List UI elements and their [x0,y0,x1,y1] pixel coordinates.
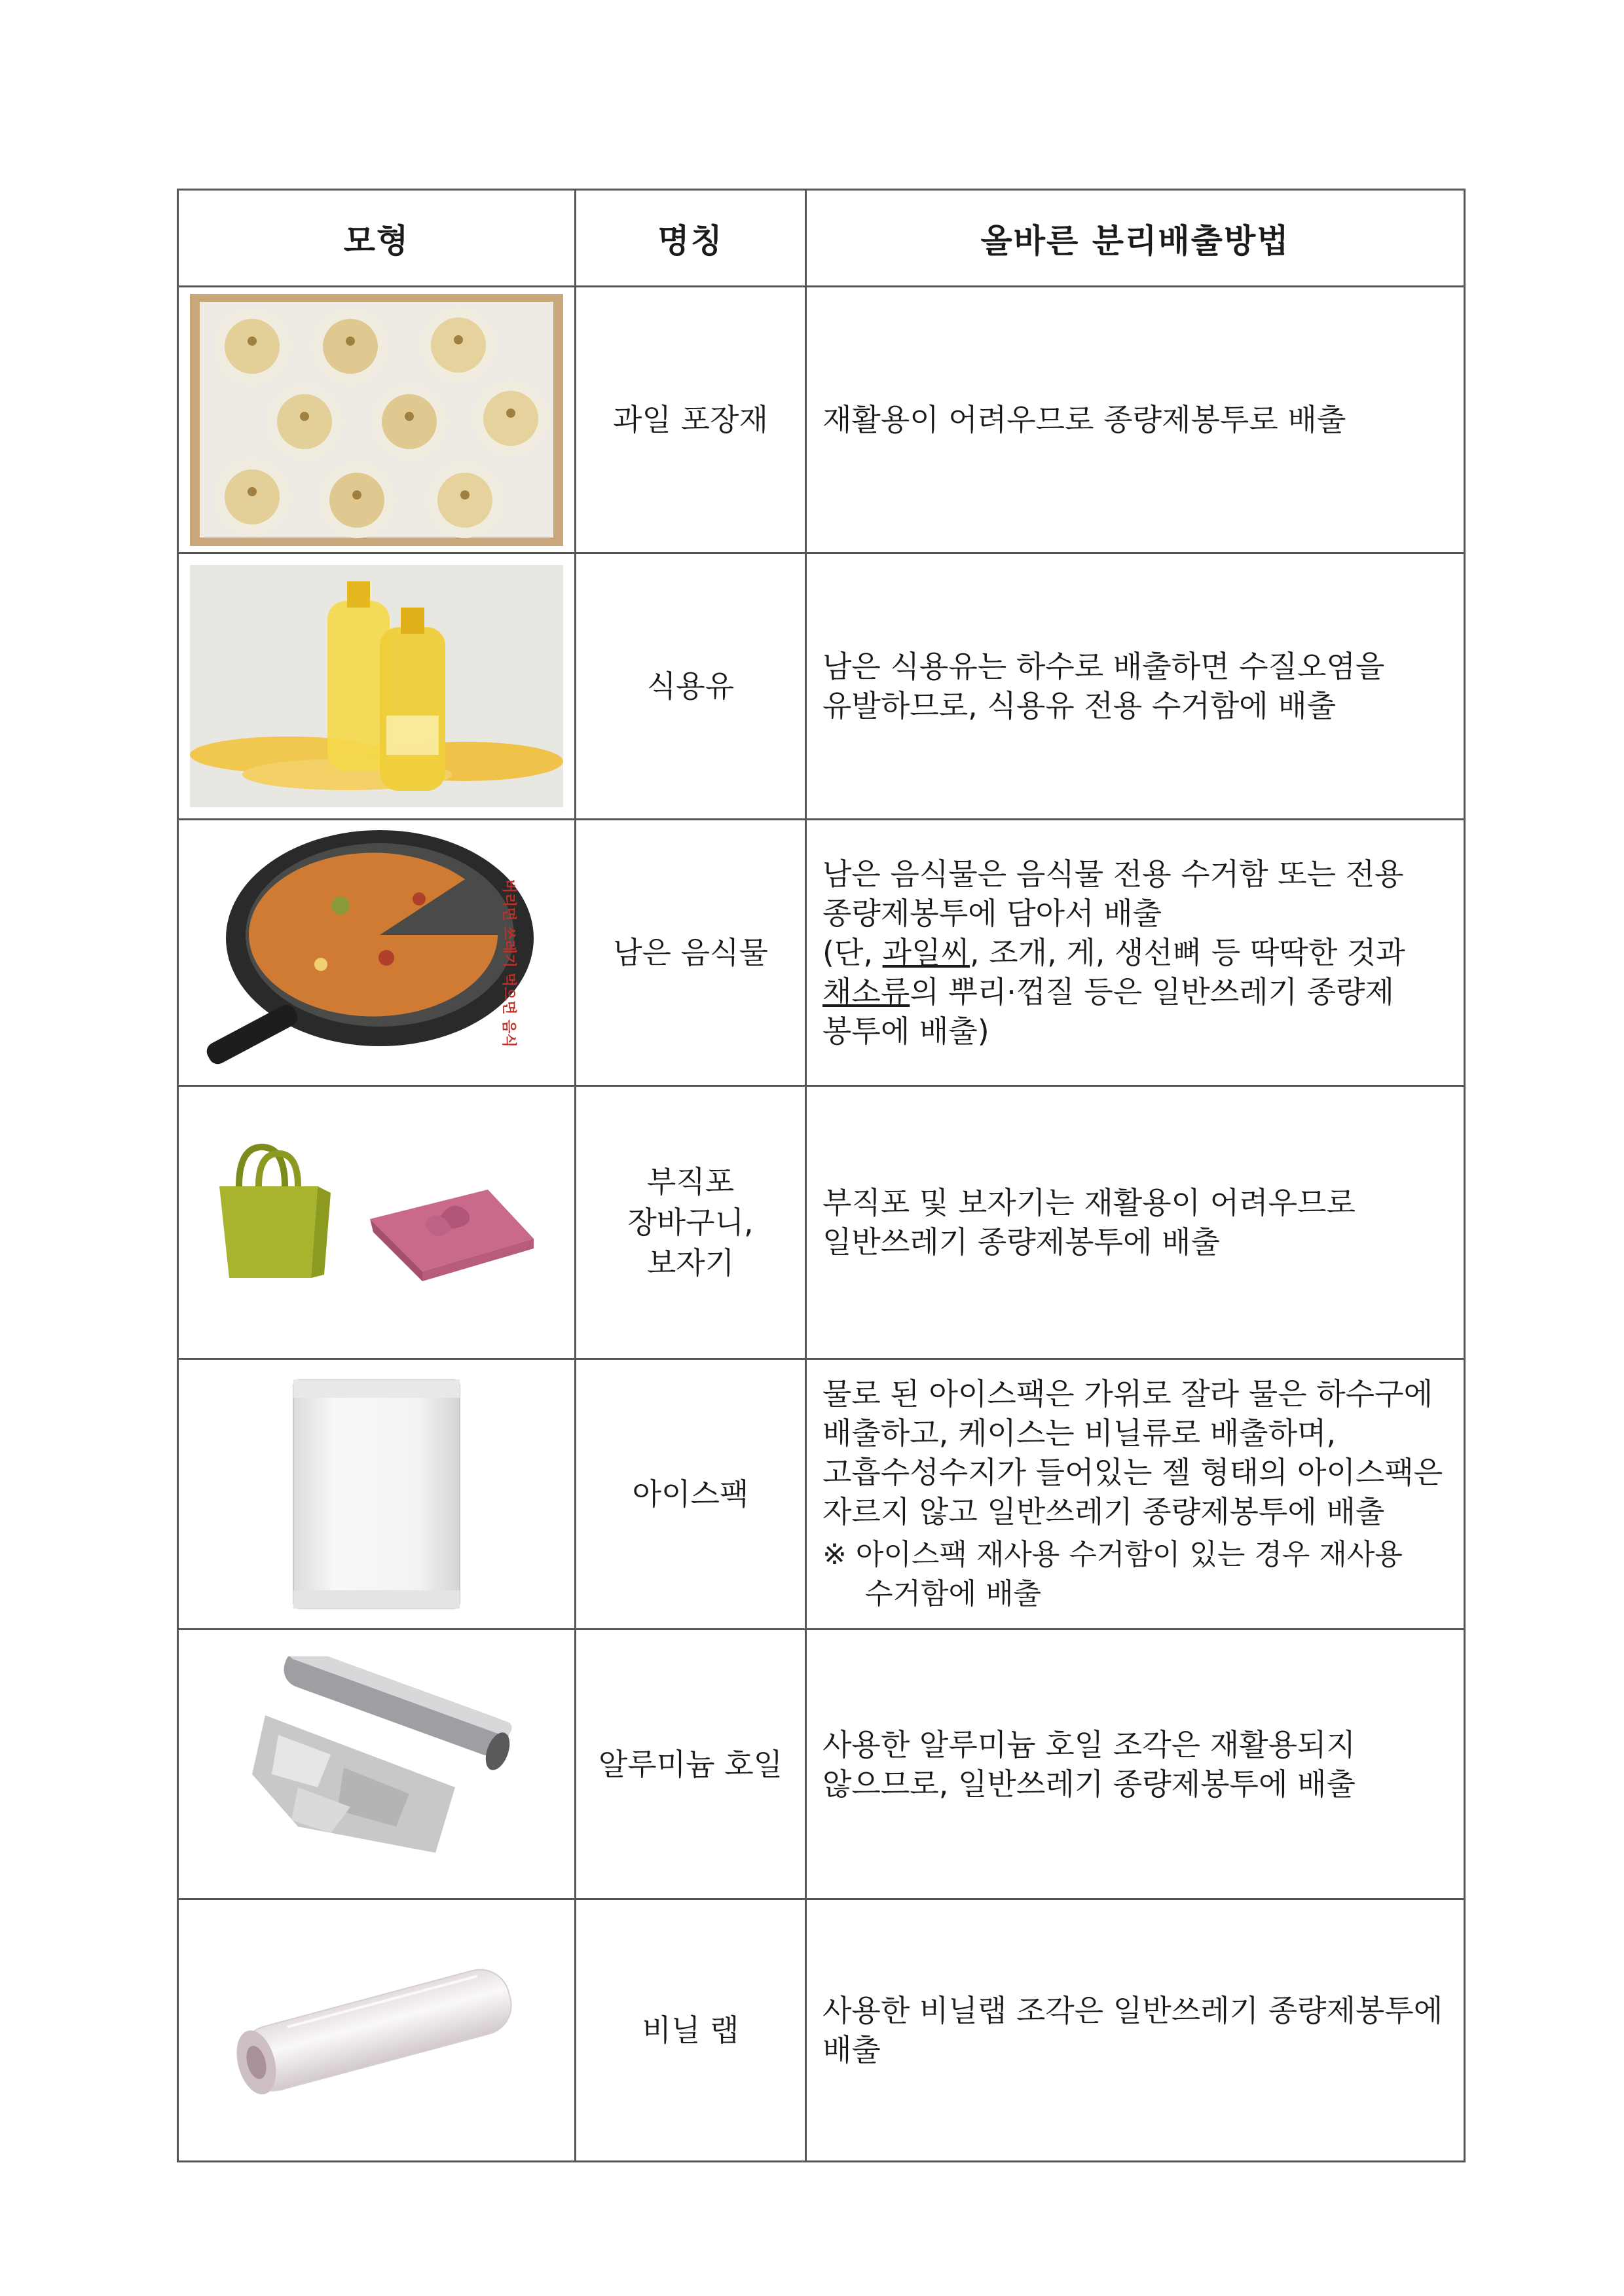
reuse-note: ※ 아이스팩 재사용 수거함이 있는 경우 재사용 수거함에 배출 [822,1538,1403,1611]
wrap-image-cell [178,1899,576,2162]
disposal-method: 남은 음식물은 음식물 전용 수거함 또는 전용 종량제봉투에 담아서 배출 (단, 과일씨, 조개, 게, 생선뼈 등 딱딱한 것과 채소류의 뿌리·껍질 등은 일반쓰레기 종량제 봉투에 배출) [806,820,1465,1086]
fruit-foam-packaging-image [190,294,563,546]
disposal-method: 물로 된 아이스팩은 가위로 잘라 물은 하수구에 배출하고, 케이스는 비닐류로 배출하며, 고흡수성수지가 들어있는 젤 형태의 아이스팩은 자르지 않고 일반쓰레기 종량제봉투에 배출 ※ 아이스팩 재사용 수거함이 있는 경우 재사용 수거함에 배출 [806,1359,1465,1630]
table-row [178,1630,1465,1899]
item-name: 비닐 랩 [576,1899,806,2162]
disposal-guide-table [177,189,1466,2162]
item-name: 남은 음식물 [576,820,806,1086]
leftover-food-image-cell [178,820,576,1086]
foil-image-cell [178,1630,576,1899]
disposal-method: 사용한 알루미늄 호일 조각은 재활용되지 않으므로, 일반쓰레기 종량제봉투에 배출 [806,1630,1465,1899]
item-name: 아이스팩 [576,1359,806,1630]
item-name: 과일 포장재 [576,287,806,553]
cooking-oil-image-cell [178,553,576,820]
disposal-method: 재활용이 어려우므로 종량제봉투로 배출 [806,287,1465,553]
table-row [178,1899,1465,2162]
table-row [178,287,1465,553]
svg-text:버리면 쓰레기 먹으면 음식: 버리면 쓰레기 먹으면 음식 [500,879,517,1048]
fruit-packaging-image-cell [178,287,576,553]
item-name: 부직포 장바구니, 보자기 [576,1086,806,1359]
table-row [178,553,1465,820]
header-name: 명칭 [576,190,806,287]
leftover-pancake-pan-image [190,827,563,1079]
header-model: 모형 [178,190,576,287]
ice-pack-image [288,1376,465,1612]
ice-pack-image-cell [178,1359,576,1630]
cooking-oil-bottles-image [190,565,563,807]
bag-cloth-image-cell [178,1086,576,1359]
item-name: 알루미늄 호일 [576,1630,806,1899]
plastic-wrap-roll-image [213,1948,540,2112]
disposal-method: 남은 식용유는 하수로 배출하면 수질오염을 유발하므로, 식용유 전용 수거함에 배출 [806,553,1465,820]
table-row [178,1359,1465,1630]
aluminum-foil-roll-image [239,1656,514,1872]
table-row [178,1086,1465,1359]
table-header-row [178,190,1465,287]
disposal-method: 사용한 비닐랩 조각은 일반쓰레기 종량제봉투에 배출 [806,1899,1465,2162]
pan-caption [500,879,517,1048]
disposal-method: 부직포 및 보자기는 재활용이 어려우므로 일반쓰레기 종량제봉투에 배출 [806,1086,1465,1359]
header-method: 올바른 분리배출방법 [806,190,1465,287]
nonwoven-bag-and-wrapping-cloth-image [193,1140,560,1304]
item-name: 식용유 [576,553,806,820]
table-row [178,820,1465,1086]
